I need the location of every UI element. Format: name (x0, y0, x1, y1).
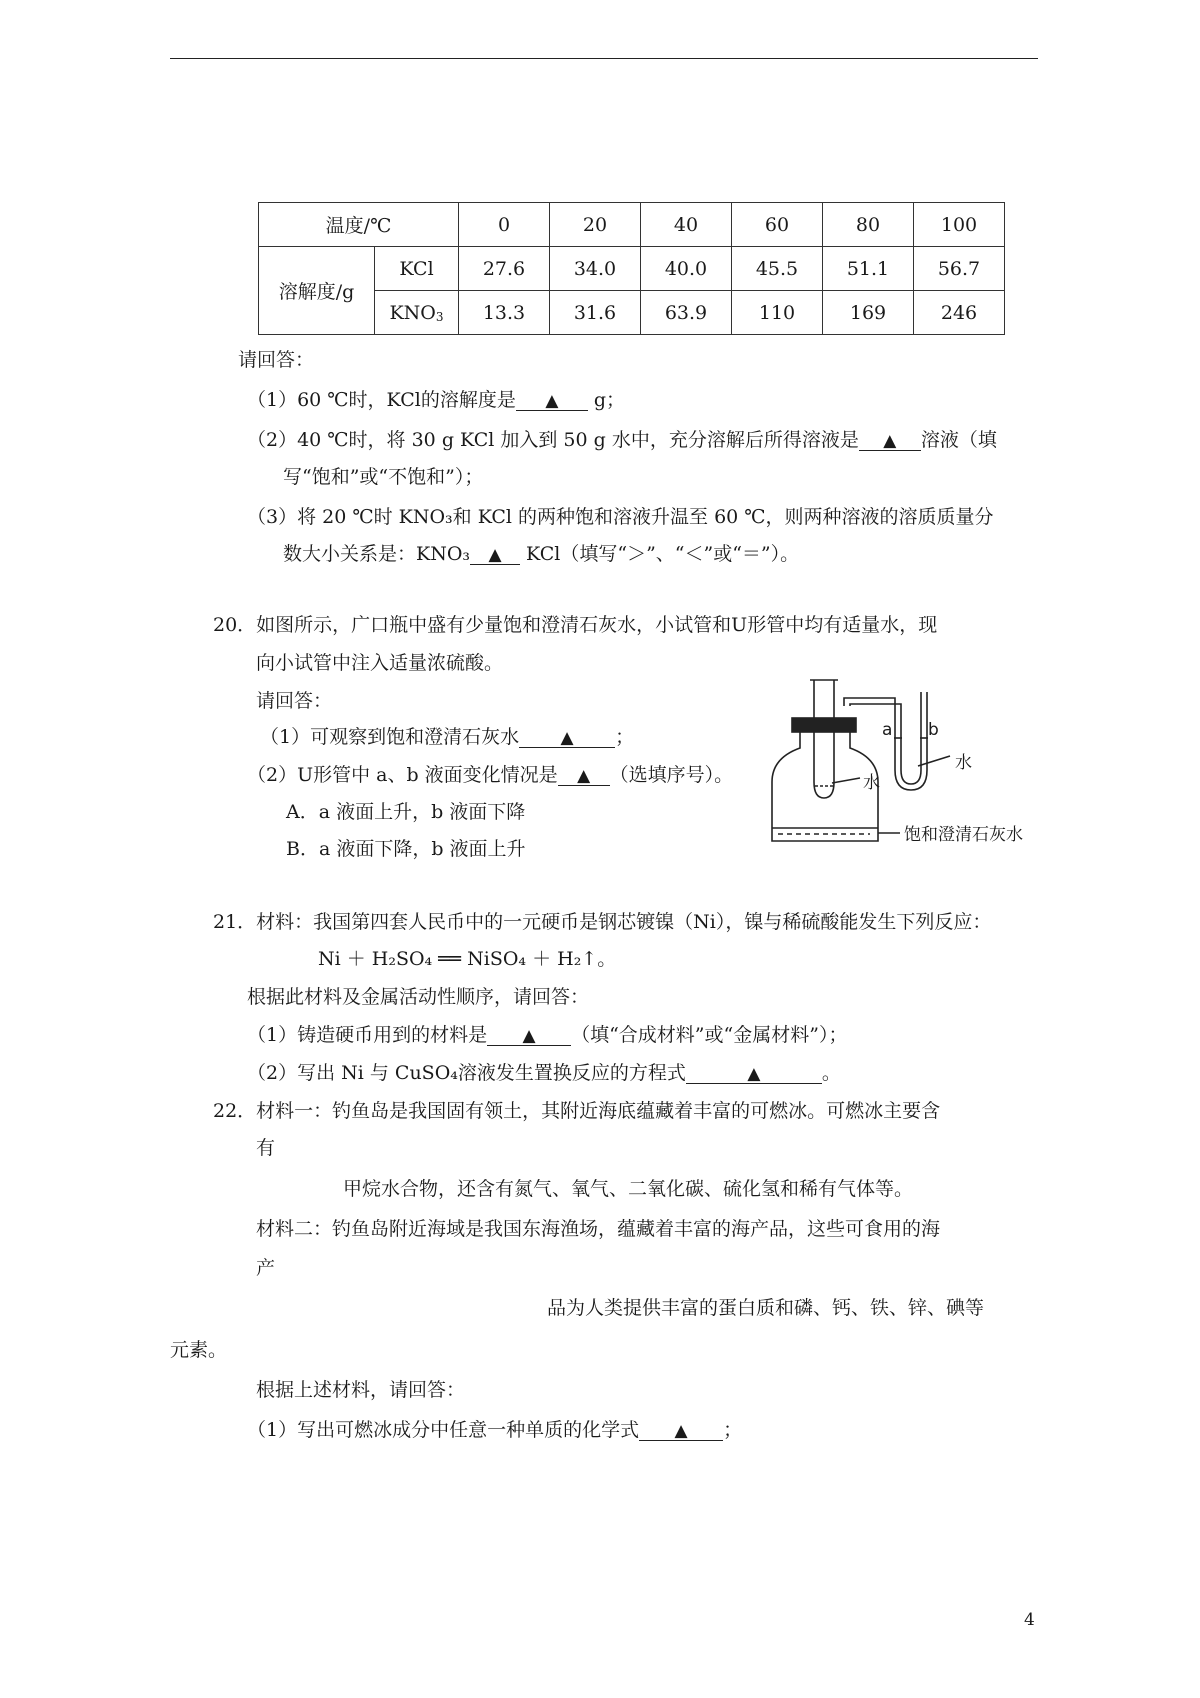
figure-label-water: 水 (955, 753, 972, 773)
table-cell: 110 (732, 291, 823, 335)
triangle-icon: ▲ (545, 391, 559, 411)
q22-prompt: 根据上述材料，请回答： (256, 1379, 466, 1401)
q20-stem-cont: 向小试管中注入适量浓硫酸。 (256, 652, 504, 674)
temp-cell: 0 (459, 203, 550, 247)
table-cell: 56.7 (914, 247, 1005, 291)
table-cell: 13.3 (459, 291, 550, 335)
table-cell: 34.0 (550, 247, 641, 291)
table-cell: 27.6 (459, 247, 550, 291)
q19-prompt: 请回答： (238, 349, 315, 371)
triangle-icon: ▲ (560, 728, 574, 748)
temp-cell: 40 (641, 203, 732, 247)
answer-blank[interactable] (470, 545, 520, 565)
q19-part3-cont: 数大小关系是：KNO₃ ▲ KCl（填写“＞”、“＜”或“＝”）。 (283, 543, 800, 565)
table-row (259, 247, 1005, 291)
solubility-table (258, 202, 1005, 335)
q22-material-2-end: 元素。 (170, 1339, 228, 1361)
q22-material-1: 22．材料一：钓鱼岛是我国固有领土，其附近海底蕴藏着丰富的可燃冰。可燃冰主要含 (213, 1100, 941, 1122)
page-number: 4 (1024, 1610, 1035, 1630)
answer-blank[interactable] (859, 431, 921, 451)
answer-blank[interactable] (558, 766, 610, 786)
table-cell: 246 (914, 291, 1005, 335)
q19-part3: （3）将 20 ℃时 KNO₃和 KCl 的两种饱和溶液升温至 60 ℃，则两种溶液的溶质质量分 (247, 506, 994, 528)
q19-part2: （2）40 ℃时，将 30 g KCl 加入到 50 g 水中，充分溶解后所得溶液是 ▲ 溶液（填 (247, 429, 997, 451)
answer-blank[interactable] (487, 1026, 571, 1046)
figure-label-tube-water: 水 (863, 773, 880, 793)
triangle-icon: ▲ (674, 1421, 688, 1441)
solubility-label: 溶解度/g (259, 247, 375, 335)
table-header-row (259, 203, 1005, 247)
table-cell: 40.0 (641, 247, 732, 291)
q22-material-1-cont: 有 (256, 1137, 276, 1159)
table-cell: 45.5 (732, 247, 823, 291)
temp-cell: 60 (732, 203, 823, 247)
answer-blank[interactable] (516, 391, 588, 411)
q21-equation: Ni ＋ H₂SO₄ ══ NiSO₄ ＋ H₂↑。 (318, 948, 617, 970)
q19-part2-cont: 写“饱和”或“不饱和”）； (283, 466, 484, 488)
triangle-icon: ▲ (747, 1064, 761, 1084)
q22-part1: （1）写出可燃冰成分中任意一种单质的化学式 ▲ ； (247, 1419, 743, 1441)
triangle-icon: ▲ (577, 766, 591, 786)
substance-name: KCl (375, 247, 459, 291)
q20-stem: 20．如图所示，广口瓶中盛有少量饱和澄清石灰水，小试管和U形管中均有适量水，现 (213, 614, 938, 636)
temp-cell: 80 (823, 203, 914, 247)
q22-material-1-cont2: 甲烷水合物，还含有氮气、氧气、二氧化碳、硫化氢和稀有气体等。 (343, 1178, 914, 1200)
temp-cell: 20 (550, 203, 641, 247)
q19-part1: （1）60 ℃时，KCl的溶解度是 ▲ g； (247, 389, 626, 411)
table-cell: 169 (823, 291, 914, 335)
figure-label-limewater: 饱和澄清石灰水 (904, 825, 1023, 845)
q20-part2: （2）U形管中 a、b 液面变化情况是 ▲ （选填序号）。 (247, 764, 734, 786)
table-cell: 63.9 (641, 291, 732, 335)
triangle-icon: ▲ (522, 1026, 536, 1046)
answer-blank[interactable] (639, 1421, 723, 1441)
q22-material-2-cont: 产 (256, 1257, 276, 1279)
table-cell: 51.1 (823, 247, 914, 291)
figure-label-b: b (928, 720, 939, 740)
q22-material-2-cont2: 品为人类提供丰富的蛋白质和磷、钙、铁、锌、碘等 (547, 1297, 985, 1319)
q20-option-a: A．a 液面上升，b 液面下降 (286, 801, 526, 823)
figure-label-a: a (882, 720, 893, 740)
temp-header: 温度/℃ (259, 203, 459, 247)
table-cell: 31.6 (550, 291, 641, 335)
answer-blank[interactable] (686, 1064, 822, 1084)
temp-cell: 100 (914, 203, 1005, 247)
header-rule (170, 58, 1038, 59)
q21-stem: 21．材料：我国第四套人民币中的一元硬币是钢芯镀镍（Ni），镍与稀硫酸能发生下列反应： (213, 911, 992, 933)
q20-prompt: 请回答： (256, 690, 333, 712)
q22-material-2: 材料二：钓鱼岛附近海域是我国东海渔场，蕴藏着丰富的海产品，这些可食用的海 (256, 1218, 941, 1240)
triangle-icon: ▲ (488, 545, 502, 565)
substance-name: KNO3 (375, 291, 459, 335)
triangle-icon: ▲ (883, 431, 897, 451)
q20-part1: （1）可观察到饱和澄清石灰水 ▲ ； (260, 726, 635, 748)
q21-part1: （1）铸造硬币用到的材料是 ▲ （填“合成材料”或“金属材料”）； (247, 1024, 848, 1046)
q21-part2: （2）写出 Ni 与 CuSO₄溶液发生置换反应的方程式 ▲ 。 (247, 1062, 841, 1084)
q21-prompt: 根据此材料及金属活动性顺序，请回答： (247, 986, 590, 1008)
q20-option-b: B．a 液面下降，b 液面上升 (286, 838, 526, 860)
answer-blank[interactable] (519, 728, 615, 748)
